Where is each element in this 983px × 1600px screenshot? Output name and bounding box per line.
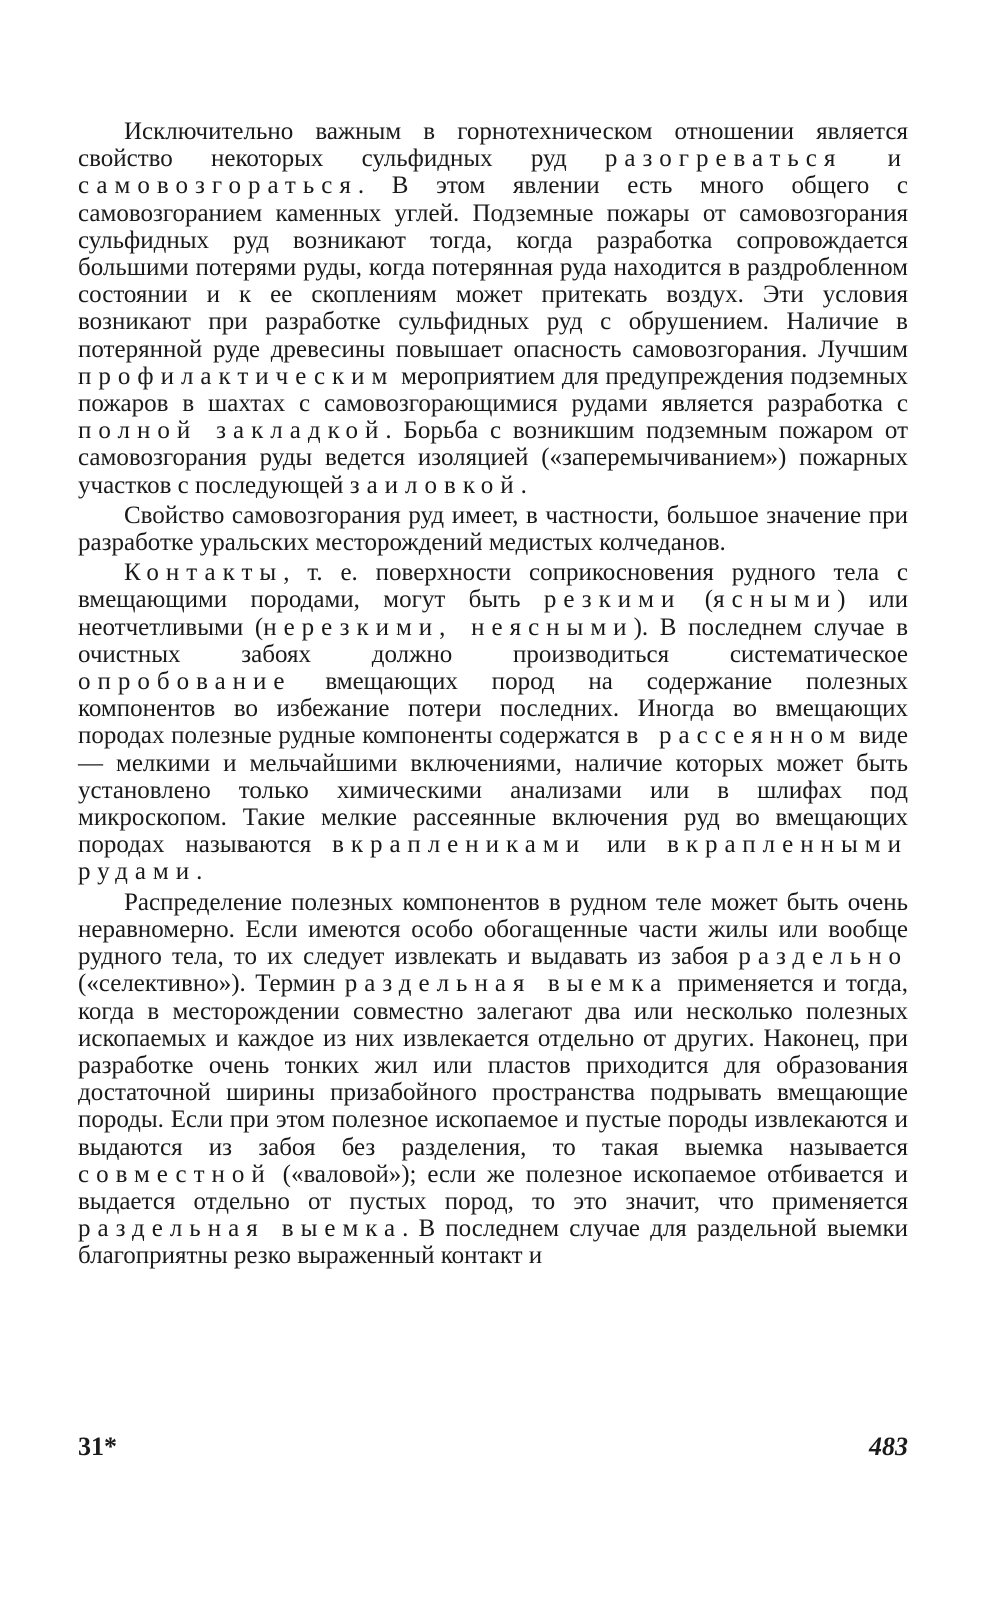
page-footer [78, 1432, 908, 1466]
text-run: или [586, 831, 668, 859]
paragraph [78, 559, 908, 885]
text-run: . [196, 858, 203, 886]
text-run: ) или неотчетливыми ( [78, 586, 909, 641]
paragraph [78, 889, 908, 1270]
emphasized-term: вкраплениками [332, 831, 587, 859]
text-run: . [520, 471, 527, 499]
emphasized-term: разогреваться и самовозгораться [78, 145, 908, 200]
emphasized-term: резкими [543, 586, 682, 614]
text-run: («селективно»). Термин [78, 970, 345, 998]
emphasized-term: заиловкой [349, 471, 521, 499]
emphasized-term: раздельная выемка [344, 970, 669, 998]
text-run: . Борьба с возникшим подземным пожаром от самовозгорания руды ведется изоляцией («заперемычиванием») пожарных участков с последующей [78, 417, 908, 499]
paragraph [78, 118, 908, 499]
emphasized-term: совместной [78, 1160, 272, 1188]
text-run: Свойство самовозгорания руд имеет, в частности, большое значение при разработке уральских месторождений медистых колчеданов. [78, 501, 908, 557]
emphasized-term: Контакты [124, 559, 284, 587]
text-run: . В последнем случае для раздельной выемки благоприятны резко выраженный контакт и [78, 1215, 908, 1270]
emphasized-term: полной закладкой [78, 417, 386, 445]
paragraph [78, 502, 908, 556]
signature-mark: 31* [78, 1432, 117, 1461]
text-run: мероприятием для предупреждения подземных пожаров в шахтах с самовозгорающимися рудами является разработка с [78, 362, 908, 418]
text-run: Распределение полезных компонентов в рудном теле может быть очень неравномерно. Если имеются особо обогащенные части жилы или вообще рудного тела, то их следует извлекать и выдавать из забоя [78, 888, 908, 971]
emphasized-term: в рассеянном [626, 722, 853, 750]
text-run: . В этом явлении есть много общего с самовозгоранием каменных углей. Подземные пожары от самовозгорания сульфидных руд возникают тогда, когда разработка сопровождается большими потерями руды, когда потерянная руда находится в раздробленном состоянии и к ее скоплениям может притекать воздух. Эти условия возникают при разработке сульфидных руд с обрушением. Наличие в потерянной руде древесины повышает опасность самовозгорания. Лучшим [78, 172, 908, 363]
text-run: Исключительно важным в горнотехническом отношении является свойство некоторых сульфидных руд [78, 118, 908, 173]
text-run: применяется и тогда, когда в месторождении совместно залегают два или несколько полезных ископаемых и каждое из них извлекается отдельно от других. Наконец, при разработке очень тонких жил или пластов приходится для образования достаточной ширины призабойного пространства подрывать вмещающие породы. Если при этом полезное ископаемое и пустые породы извлекаются и выдаются из забоя без разделения, то такая выемка называется [78, 970, 909, 1161]
text-run: («валовой»); если же полезное ископаемое отбивается и выдается отдельно от пустых пород, то это значит, что применяется [78, 1160, 908, 1215]
text-run: ( [681, 586, 714, 614]
text-run: ). В последнем случае в очистных забоях должно производиться систематическое [78, 613, 909, 668]
emphasized-term: ясными [713, 586, 838, 614]
emphasized-term: вкрапленными рудами [78, 831, 908, 886]
emphasized-term: раздельная выемка [78, 1215, 403, 1243]
page-number: 483 [869, 1432, 908, 1461]
page-body [78, 118, 908, 1270]
text-run: вмещающих пород на содержание полезных компонентов во избежание потери последних. Иногда во вмещающих породах полезные рудные компоненты содержатся [78, 668, 908, 750]
emphasized-term: опробование [78, 668, 292, 696]
text-run: виде — мелкими и мельчайшими включениями, наличие которых может быть установлено только химическими анализами или в шлифах под микроскопом. Такие мелкие рассеянные включения руд во вмещающих породах называются [78, 722, 908, 859]
emphasized-term: нерезкими, неясными [263, 613, 634, 641]
emphasized-term: раздельно [738, 943, 908, 971]
text-run: , т. е. поверхности соприкосновения рудного тела с вмещающими породами, могут быть [78, 559, 908, 614]
emphasized-term: профилактическим [78, 362, 395, 390]
